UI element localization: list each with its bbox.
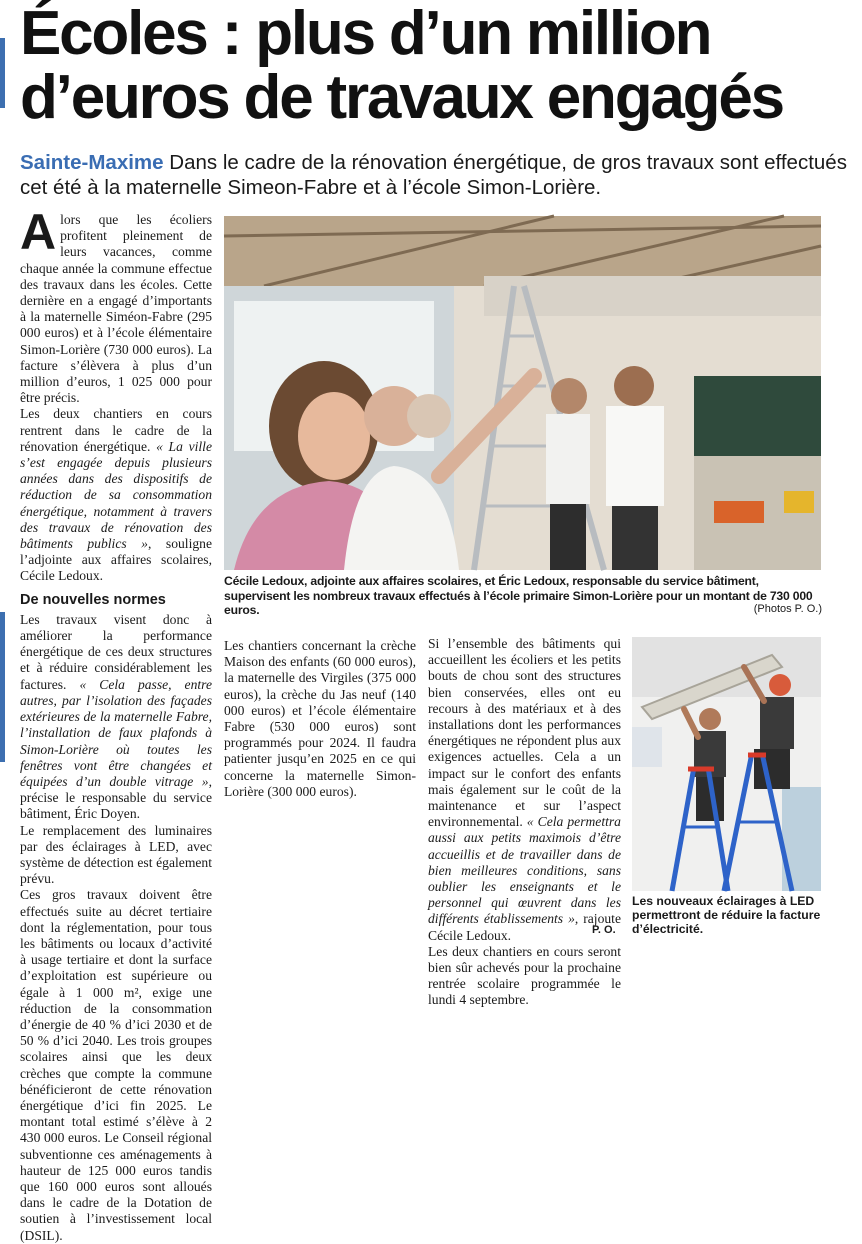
article-column-1 [20, 204, 212, 1244]
paragraph: Si l’ensemble des bâtiments qui accueillent les écoliers et les petits bouts de chou sont des structures bien conservées, elles ont eu recours à des matériaux et à des installations dont les performances énergétiques ne répondent plus aux exigences actuelles. Cela a un impact sur le confort des enfants mais également sur le coût de la maintenance et sur l’aspect environnemental. « Cela permettra aussi aux petits maximois d’être accueillis et de travailler dans de bien meilleures conditions, sans oublier les enseignants et le personnel qui œuvrent dans les différents établissements », rajoute Cécile Ledoux. [428, 636, 621, 943]
headline-line-2: d’euros de travaux engagés [20, 63, 783, 132]
paragraph: Alors que les écoliers profitent pleinement de leurs vacances, comme chaque année la commune effectue des travaux dans les écoles. Cette dernière en a engagé d’importants à la maternelle Siméon-Fabre (295 000 euros) et à l’école élémentaire Simon-Lorière (730 000 euros). La facture s’élèvera à plus d’un million d’euros, 1 025 000 pour être précis. [20, 204, 212, 406]
quote: « Cela permettra aussi aux petits maximois d’être accueillis et de travailler dans de bien meilleures conditions, sans oublier les enseignants et le personnel qui œuvrent dans les différents établissements » [428, 814, 621, 927]
main-photo-caption: Cécile Ledoux, adjointe aux affaires scolaires, et Éric Ledoux, responsable du service bâtiment, supervisent les nombreux travaux effectués à l’école primaire Simon-Lorière pour un montant de 730 000 euros. [224, 574, 813, 617]
photo-credit: (Photos P. O.) [753, 603, 822, 615]
main-photo [224, 216, 821, 570]
led-photo-caption: Les nouveaux éclairages à LED permettront de réduire la facture d’électricité. [632, 894, 821, 936]
paragraph: Les travaux visent donc à améliorer la performance énergétique de ces deux structures et à réduire considérablement les factures. « Cela passe, entre autres, par l’isolation des façades extérieures de la maternelle Fabre, l’installation de faux plafonds à Simon-Lorière où toutes les fenêtres vont être changées et équipées d’un double vitrage », précise le responsable du service bâtiment, Éric Doyen. [20, 611, 212, 822]
paragraph: Les deux chantiers en cours seront bien sûr achevés pour la prochaine rentrée scolaire programmée le lundi 4 septembre. [428, 943, 621, 1008]
quote: « La ville s’est engagée depuis plusieurs années dans des dispositifs de réduction de sa consommation énergétique, notamment à travers des travaux de rénovation des bâtiments publics » [20, 438, 212, 552]
headline-line-1: Écoles : plus d’un million [20, 0, 711, 68]
article-standfirst [20, 150, 850, 200]
led-install-photo [632, 637, 821, 891]
paragraph: Ces gros travaux doivent être effectués suite au décret tertiaire dont la réglementation, pour tous les bâtiments ou locaux d’activité à usage tertiaire et dont la surface d’exploitation est supérieure ou égale à 1 000 m², exige une réduction de la consommation d’énergie de 40 % d’ici 2030 et de 50 % d’ici 2040. Les trois groupes scolaires ainsi que les deux crèches que compte la commune bénéficieront de cette rénovation énergétique d’ici fin 2025. Le montant total estimé s’élève à 2 430 000 euros. Le Conseil régional subventionne ces aménagements à hauteur de 125 000 euros tandis que 160 000 euros sont alloués dans le cadre de la Dotation de soutien à l’investissement local (DSIL). [20, 887, 212, 1243]
standfirst-text: Dans le cadre de la rénovation énergétique, de gros travaux sont effectués cet été à la maternelle Simeon-Fabre et à l’école Simon-Lorière. [20, 151, 847, 199]
location-label: Sainte-Maxime [20, 151, 164, 174]
article-column-2 [224, 638, 416, 800]
page-edge-marker [0, 612, 5, 762]
paragraph: Les deux chantiers en cours rentrent dans le cadre de la rénovation énergétique. « La ville s’est engagée depuis plusieurs années dans des dispositifs de réduction de sa consommation énergétique, notamment à travers des travaux de rénovation des bâtiments publics », souligne l’adjointe aux affaires scolaires, Cécile Ledoux. [20, 406, 212, 584]
paragraph: Les chantiers concernant la crèche Maison des enfants (60 000 euros), la maternelle des Virgiles (375 000 euros), la crèche du Jas neuf (140 000 euros) et l’école élémentaire Fabre (530 000 euros) sont programmés pour 2024. Il faudra patienter jusqu’en 2025 en ce qui concerne la maternelle Simon-Lorière (300 000 euros). [224, 638, 416, 799]
article-headline [20, 2, 850, 130]
quote: « Cela passe, entre autres, par l’isolation des façades extérieures de la maternelle Fabre, l’installation de faux plafonds à Simon-Lorière où toutes les fenêtres vont être changées et équipées d’un double vitrage » [20, 676, 212, 789]
paragraph: Le remplacement des luminaires par des éclairages à LED, avec système de détection est également prévu. [20, 822, 212, 887]
section-subheading: De nouvelles normes [20, 591, 166, 608]
led-installation-illustration [632, 637, 821, 891]
drop-cap: A [20, 204, 57, 260]
classroom-works-illustration [224, 216, 821, 570]
author-signature: P. O. [592, 924, 616, 936]
page-edge-marker [0, 38, 5, 108]
article-column-3 [428, 636, 621, 1009]
